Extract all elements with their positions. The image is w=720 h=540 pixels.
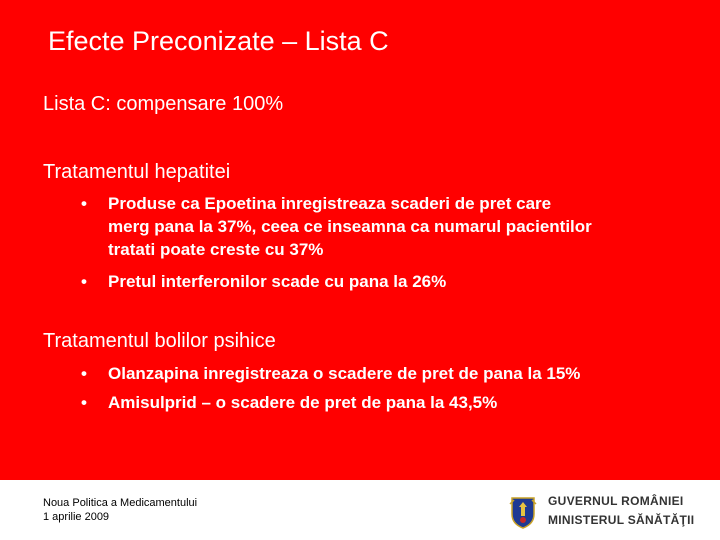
bullet-dot: • xyxy=(81,393,87,412)
bullet-text: Pretul interferonilor scade cu pana la 26% xyxy=(108,272,447,291)
romanian-coat-of-arms-icon xyxy=(508,494,538,530)
bullet-item xyxy=(81,270,701,293)
bullet-text: Amisulprid – o scadere de pret de pana la 43,5% xyxy=(108,393,498,412)
gov-name: GUVERNUL ROMÂNIEI xyxy=(548,494,684,508)
footer-date: 1 aprilie 2009 xyxy=(43,511,110,523)
subtitle-lista-c: Lista C: compensare 100% xyxy=(43,93,284,115)
bullet-item xyxy=(81,391,701,414)
section-heading-hepatita: Tratamentul hepatitei xyxy=(43,161,231,183)
footer-caption xyxy=(43,496,197,524)
bullet-text: Olanzapina inregistreaza o scadere de pret de pana la 15% xyxy=(108,364,581,383)
footer-title: Noua Politica a Medicamentului xyxy=(43,497,198,509)
ministry-name: MINISTERUL SĂNĂTĂŢII xyxy=(548,513,695,527)
bullet-item xyxy=(81,362,701,385)
slide-title: Efecte Preconizate – Lista C xyxy=(48,26,389,56)
section-heading-psihice: Tratamentul bolilor psihice xyxy=(43,330,276,352)
bullet-item xyxy=(81,192,701,262)
bullet-dot: • xyxy=(81,364,87,383)
bullet-dot: • xyxy=(81,272,87,291)
bullet-text: Produse ca Epoetina inregistreaza scaderi de pret care merg pana la 37%, ceea ce inseamna ca numarul pacientilor tratati poate creste cu 37% xyxy=(108,194,592,259)
bullet-dot: • xyxy=(81,194,87,213)
